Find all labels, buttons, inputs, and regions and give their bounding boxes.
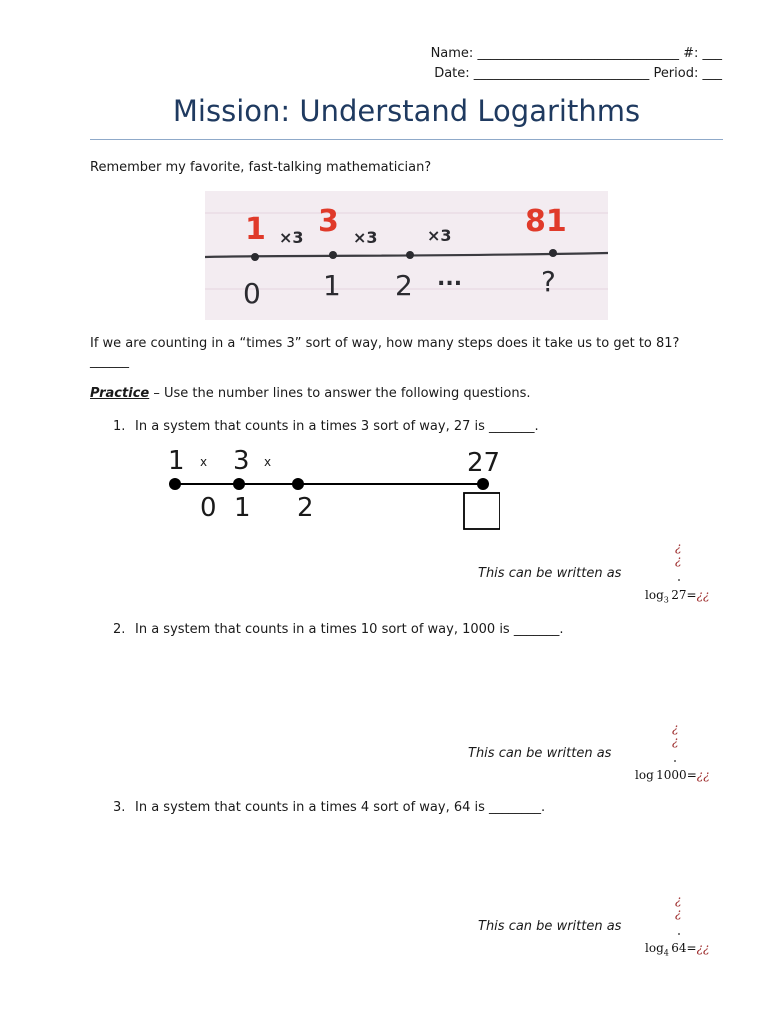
problem-3-number: 3. <box>113 800 126 815</box>
problem-1-log-expression <box>645 588 709 604</box>
problem-1-glyph-a: ¿ <box>675 540 682 554</box>
number-line-point-0 <box>169 478 181 490</box>
intro-text: Remember my favorite, fast-talking mathematician? <box>90 160 432 175</box>
problem-3-glyph-a: ¿ <box>675 893 682 907</box>
problem-2-equals: = <box>686 768 697 782</box>
name-line <box>431 46 722 61</box>
problem-1-equals: = <box>686 588 697 602</box>
nl-top-label-1: 3 <box>233 446 250 476</box>
page-title: Mission: Understand Logarithms <box>172 94 641 128</box>
problem-2-written-as: This can be written as <box>468 746 612 761</box>
problem-1-number: 1. <box>113 419 126 434</box>
photo-dot-1 <box>329 251 337 259</box>
photo-dot-3 <box>549 249 557 257</box>
number-line-point-1 <box>233 478 245 490</box>
problem-1-glyph-b: ¿ <box>675 553 682 567</box>
title-divider <box>90 139 723 140</box>
problem-3-text: In a system that counts in a times 4 sort of way, 64 is ________. <box>135 800 546 815</box>
problem-2-text: In a system that counts in a times 10 sort of way, 1000 is _______. <box>135 622 564 637</box>
nl-bottom-label-2: 2 <box>297 493 314 523</box>
nl-bottom-label-0: 0 <box>200 493 217 523</box>
problem-2-glyph-b: ¿ <box>672 734 679 748</box>
photo-bottom-label-2: 2 <box>395 269 413 302</box>
problem-3-log-expression <box>645 941 709 957</box>
problem-3-written-as: This can be written as <box>478 919 622 934</box>
photo-top-label-0: 1 <box>245 212 266 247</box>
photo-bottom-label-0: 0 <box>243 277 261 310</box>
name-label: Name: <box>430 46 474 61</box>
nl-top-label-2: 27 <box>467 448 501 478</box>
nl-times-0: x <box>200 455 208 469</box>
number-line-point-3 <box>477 478 489 490</box>
photo-dot-0 <box>251 253 259 261</box>
problem-1-log-word: log <box>645 588 664 602</box>
problem-1-log-argument: 27 <box>671 588 687 602</box>
problem-3-log-argument: 64 <box>671 941 687 955</box>
nl-bottom-label-1: 1 <box>234 493 251 523</box>
problem-2-number: 2. <box>113 622 126 637</box>
practice-label: Practice <box>90 386 150 401</box>
problem-2-result-glyph: ¿ <box>696 768 704 782</box>
problem-1-result-glyph-2[interactable]: ¿ <box>703 588 710 602</box>
problem-1-dot <box>678 579 680 581</box>
practice-heading <box>90 386 530 401</box>
nl-times-1: x <box>264 455 272 469</box>
steps-answer-blank[interactable]: ______ <box>90 354 129 369</box>
problem-3-dot <box>678 933 680 935</box>
photo-multiplier-2: ×3 <box>427 226 452 245</box>
problem-3-glyph-b: ¿ <box>675 906 682 920</box>
problem-2-glyph-a: ¿ <box>672 721 679 735</box>
photo-top-label-1: 3 <box>318 204 339 239</box>
steps-question: If we are counting in a “times 3” sort of way, how many steps does it take us to get to 81? <box>90 336 680 351</box>
number-blank[interactable]: ___ <box>702 46 722 61</box>
date-label: Date: <box>434 66 470 81</box>
problem-3-log-base: 4 <box>663 948 669 958</box>
problem-3-equals: = <box>686 941 697 955</box>
photo-multiplier-1: ×3 <box>353 228 378 247</box>
period-blank[interactable]: ___ <box>702 66 722 81</box>
photo-bottom-label-3: ... <box>437 266 463 291</box>
name-blank[interactable]: _______________________________ <box>477 46 679 61</box>
problem-2-result-glyph-2[interactable]: ¿ <box>703 768 710 782</box>
problem-3-result-glyph: ¿ <box>696 941 704 955</box>
date-blank[interactable]: ___________________________ <box>473 66 650 81</box>
handwritten-number-line-photo <box>205 191 608 320</box>
number-line-point-2 <box>292 478 304 490</box>
photo-bottom-label-1: 1 <box>323 269 341 302</box>
problem-1-log-base: 3 <box>663 595 669 605</box>
problem-1-written-as: This can be written as <box>478 566 622 581</box>
photo-bottom-label-4: ? <box>541 265 556 298</box>
problem-3-result-glyph-2[interactable]: ¿ <box>703 941 710 955</box>
period-label: Period: <box>653 66 699 81</box>
answer-box[interactable] <box>464 493 500 529</box>
problem-3-log-word: log <box>645 941 664 955</box>
number-label: #: <box>683 46 699 61</box>
nl-top-label-0: 1 <box>168 446 185 476</box>
problem-1-text: In a system that counts in a times 3 sort of way, 27 is _______. <box>135 419 539 434</box>
photo-dot-2 <box>406 251 414 259</box>
problem-2-log-word: log <box>635 768 654 782</box>
problem-2-log-expression <box>635 768 710 784</box>
problem-1-result-glyph: ¿ <box>696 588 704 602</box>
problem-2-log-argument: 1000 <box>656 768 687 782</box>
date-line <box>434 66 722 81</box>
photo-multiplier-0: ×3 <box>279 228 304 247</box>
problem-2-dot <box>674 760 676 762</box>
photo-top-label-2: 81 <box>525 204 567 239</box>
practice-instruction: – Use the number lines to answer the following questions. <box>149 386 531 401</box>
